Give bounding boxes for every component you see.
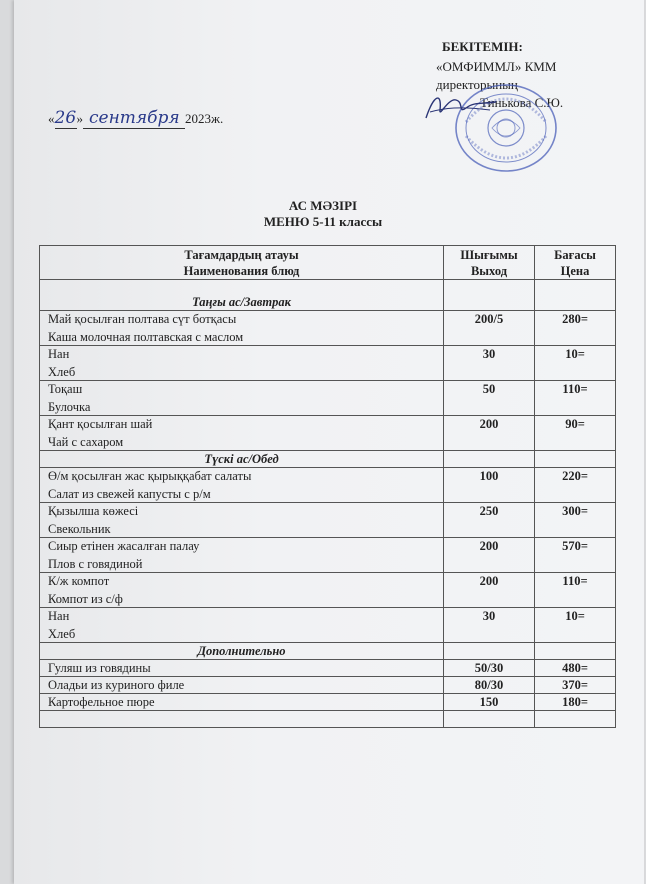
dish-name: Гуляш из говядины [40,660,444,677]
header-dish-name-ru: Наименования блюд [183,264,300,278]
dish-price: 480= [535,660,616,677]
dish-price: 10= [535,346,616,381]
section-row-additional [40,643,616,660]
table-row [40,660,616,677]
signature-icon [420,88,500,124]
dish-name [40,608,444,643]
dish-name: Оладьи из куриного филе [40,677,444,694]
section-title: Түскі ас/Обед [40,451,444,468]
section-title: Таңғы ас/Завтрак [40,280,444,311]
header-price [535,246,616,280]
section-title: Дополнительно [40,643,444,660]
dish-name [40,311,444,346]
dish-name [40,503,444,538]
dish-name: Картофельное пюре [40,694,444,711]
dish-output: 50 [444,381,535,416]
approval-title: БЕКІТЕМІН: [442,39,523,54]
section-row-breakfast [40,280,616,311]
dish-name-ru: Хлеб [48,627,76,641]
dish-name-ru: Каша молочная полтавская с маслом [48,330,244,344]
dish-name-kz: Қызылша көжесі [48,504,139,518]
dish-price: 570= [535,538,616,573]
dish-output: 30 [444,608,535,643]
table-row [40,381,616,416]
table-row-empty [40,711,616,728]
approval-position: директорының [436,77,518,92]
dish-name [40,346,444,381]
dish-name-kz: Нан [48,347,70,361]
date-month: сентября [83,108,185,129]
dish-name [40,538,444,573]
dish-name-kz: Қант қосылған шай [48,417,153,431]
approval-name: Тинькова С.Ю. [480,95,564,110]
header-output [444,246,535,280]
dish-name-kz: Ө/м қосылған жас қырыққабат салаты [48,469,252,483]
table-header-row [40,246,616,280]
dish-name-ru: Булочка [48,400,91,414]
dish-output: 250 [444,503,535,538]
menu-table [39,245,616,728]
date-year: 2023ж. [185,111,224,126]
dish-price: 180= [535,694,616,711]
menu-subtitle: МЕНЮ 5-11 классы [263,214,383,229]
table-row [40,503,616,538]
header-output-ru: Выход [470,264,508,278]
dish-price: 370= [535,677,616,694]
dish-name-ru: Салат из свежей капусты с р/м [48,487,211,501]
header-dish-name [40,246,444,280]
dish-name-kz: Нан [48,609,70,623]
dish-name-kz: Май қосылған полтава сүт ботқасы [48,312,237,326]
document-date [48,108,223,129]
dish-name-ru: Чай с сахаром [48,435,124,449]
dish-name [40,468,444,503]
header-dish-name-kz: Тағамдардың атауы [184,248,299,262]
dish-price: 300= [535,503,616,538]
table-row [40,416,616,451]
dish-output: 100 [444,468,535,503]
dish-name-ru: Хлеб [48,365,76,379]
dish-name [40,381,444,416]
dish-price: 110= [535,573,616,608]
dish-name [40,573,444,608]
dish-output: 200 [444,416,535,451]
dish-name-kz: Сиыр етінен жасалған палау [48,539,200,553]
dish-output: 200 [444,538,535,573]
dish-name-ru: Свекольник [48,522,111,536]
dish-price: 90= [535,416,616,451]
table-row [40,677,616,694]
date-close-quote: » [76,111,83,126]
header-output-kz: Шығымы [460,248,518,262]
dish-price: 10= [535,608,616,643]
dish-output: 200 [444,573,535,608]
header-price-ru: Цена [560,264,590,278]
table-row [40,311,616,346]
table-row [40,694,616,711]
date-open-quote: « [48,111,55,126]
dish-price: 280= [535,311,616,346]
dish-name-kz: К/ж компот [48,574,110,588]
header-price-kz: Бағасы [554,248,596,262]
dish-name-ru: Плов с говядиной [48,557,143,571]
section-row-lunch [40,451,616,468]
dish-name-kz: Тоқаш [48,382,83,396]
table-row [40,346,616,381]
date-day: 26 [54,108,77,128]
dish-name [40,416,444,451]
approval-org: «ОМФИММЛ» КММ [436,59,557,74]
dish-price: 220= [535,468,616,503]
dish-output: 30 [444,346,535,381]
dish-output: 50/30 [444,660,535,677]
dish-output: 200/5 [444,311,535,346]
table-row [40,608,616,643]
menu-title: АС МӘЗІРІ [288,198,358,213]
dish-name-ru: Компот из с/ф [48,592,123,606]
dish-output: 80/30 [444,677,535,694]
dish-price: 110= [535,381,616,416]
table-row [40,573,616,608]
dish-output: 150 [444,694,535,711]
table-row [40,468,616,503]
table-row [40,538,616,573]
